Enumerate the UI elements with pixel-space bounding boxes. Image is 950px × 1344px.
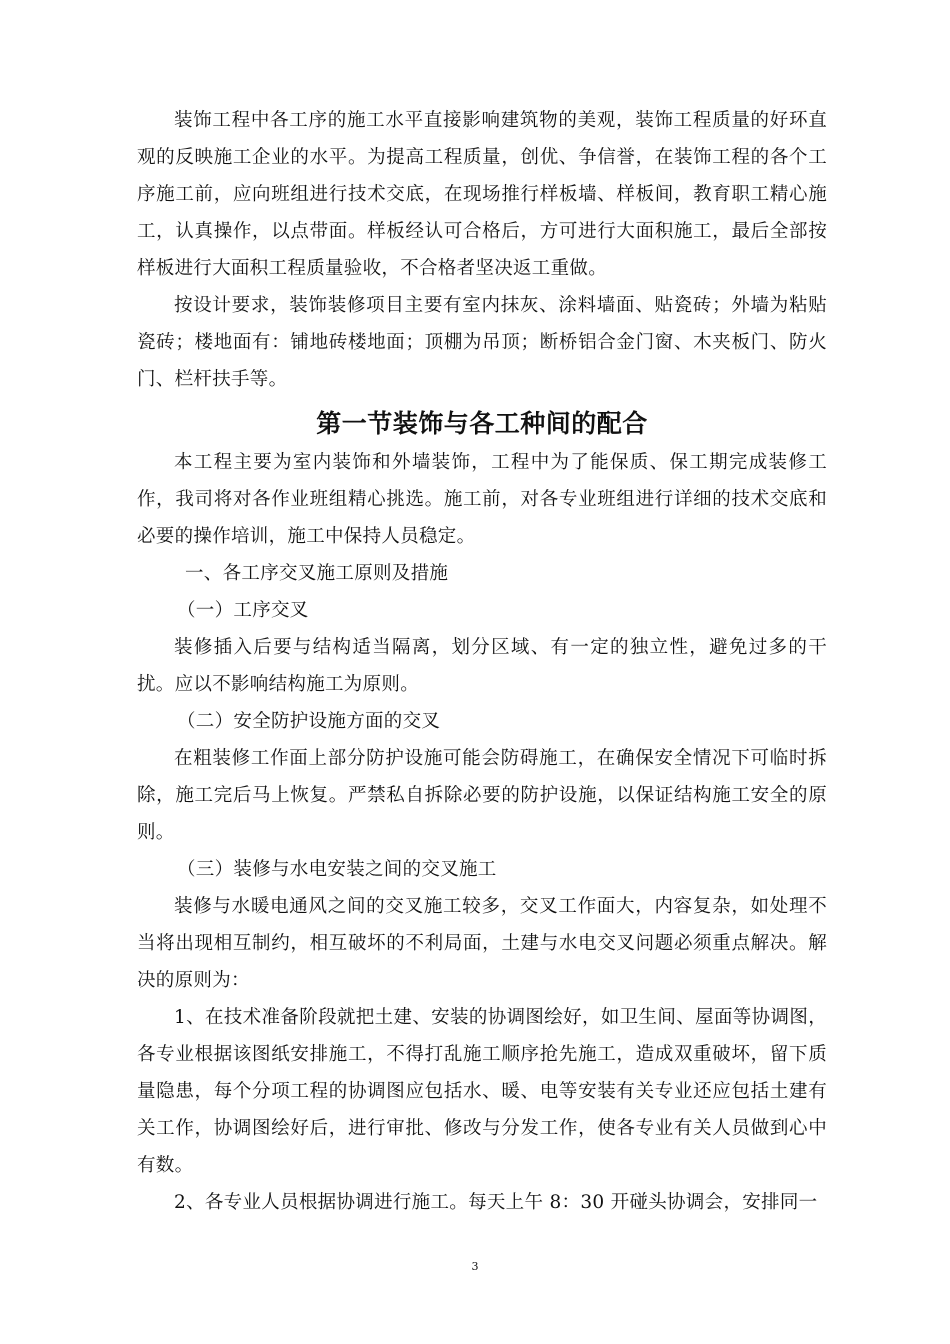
document-body — [137, 102, 827, 1221]
item-1-text: 装修插入后要与结构适当隔离，划分区域、有一定的独立性，避免过多的干扰。应以不影响结构施工为原则。 — [137, 637, 827, 695]
item-2-text: 在粗装修工作面上部分防护设施可能会防碍施工，在确保安全情况下可临时拆除，施工完后马上恢复。严禁私自拆除必要的防护设施，以保证结构施工安全的原则。 — [137, 748, 827, 843]
item-3-text: 装修与水暖电通风之间的交叉施工较多，交叉工作面大，内容复杂，如处理不当将出现相互制约，相互破坏的不利局面，土建与水电交叉问题必须重点解决。解决的原则为： — [137, 896, 827, 991]
section-intro-paragraph: 本工程主要为室内装饰和外墙装饰，工程中为了能保质、保工期完成装修工作，我司将对各作业班组精心挑选。施工前，对各专业班组进行详细的技术交底和必要的操作培训，施工中保持人员稳定。 — [137, 452, 827, 547]
page-number: 3 — [471, 1260, 479, 1273]
point-1-paragraph: 1、在技术准备阶段就把土建、安装的协调图绘好，如卫生间、屋面等协调图，各专业根据该图纸安排施工，不得打乱施工顺序抢先施工，造成双重破坏，留下质量隐患，每个分项工程的协调图应包括水、暖、电等安装有关专业还应包括土建有关工作，协调图绘好后，进行审批、修改与分发工作，使各专业有关人员做到心中有数。 — [137, 1007, 827, 1176]
item-2-title: （二）安全防护设施方面的交叉 — [177, 711, 441, 732]
intro-paragraph-2: 按设计要求，装饰装修项目主要有室内抹灰、涂料墙面、贴瓷砖；外墙为粘贴瓷砖；楼地面有：铺地砖楼地面；顶棚为吊顶；断桥铝合金门窗、木夹板门、防火门、栏杆扶手等。 — [137, 295, 827, 390]
intro-paragraph-1: 装饰工程中各工序的施工水平直接影响建筑物的美观，装饰工程质量的好环直观的反映施工企业的水平。为提高工程质量，创优、争信誉，在装饰工程的各个工序施工前，应向班组进行技术交底，在现场推行样板墙、样板间，教育职工精心施工，认真操作，以点带面。样板经认可合格后，方可进行大面积施工，最后全部按样板进行大面积工程质量验收，不合格者坚决返工重做。 — [137, 110, 827, 279]
point-2-paragraph: 2、各专业人员根据协调进行施工。每天上午 8：30 开碰头协调会，安排同一 — [174, 1192, 818, 1213]
subheading-cross-construction: 一、各工序交叉施工原则及措施 — [185, 563, 449, 584]
item-1-title: （一）工序交叉 — [177, 600, 309, 621]
section-title: 第一节装饰与各工种间的配合 — [316, 409, 648, 438]
item-3-title: （三）装修与水电安装之间的交叉施工 — [177, 859, 497, 880]
